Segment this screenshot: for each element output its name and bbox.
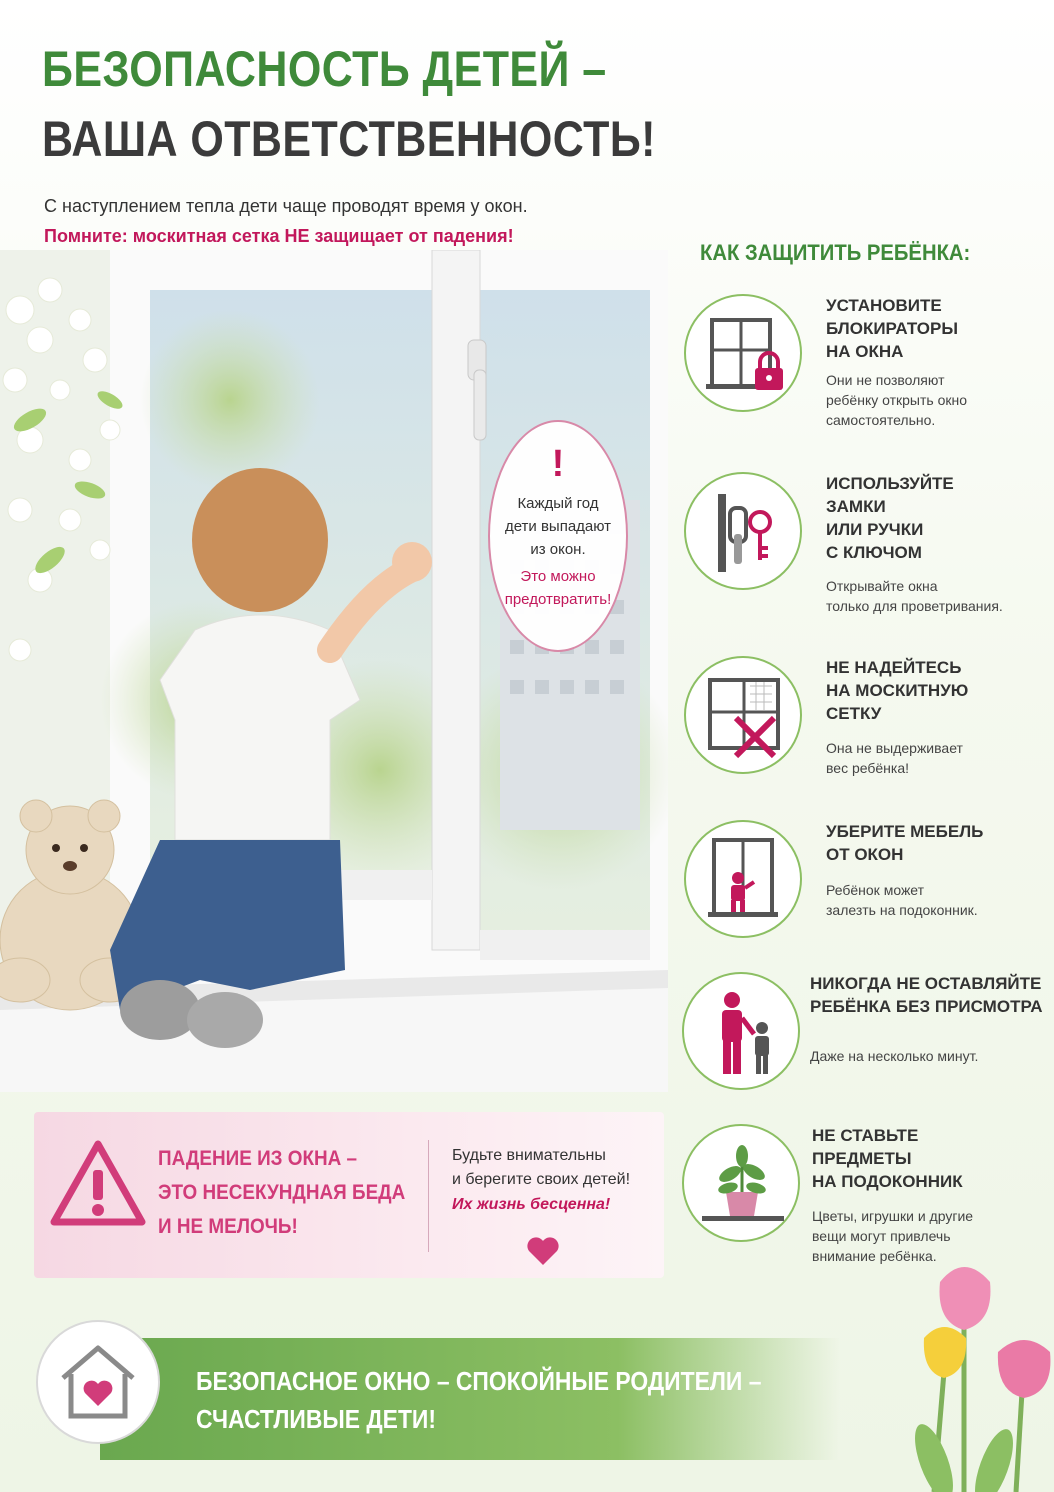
plant-on-sill-icon — [698, 1140, 788, 1230]
tip-description: Она не выдерживает вес ребёнка! — [826, 740, 963, 776]
warning-panel — [34, 1112, 664, 1278]
tip-supervise — [684, 972, 1044, 1098]
bubble-text: Каждый год дети выпадают из окон. — [504, 495, 612, 558]
statistic-bubble — [488, 420, 628, 652]
lead-warning: Помните: москитная сетка НЕ защищает от падения! — [44, 226, 514, 246]
bubble-accent: Это можно предотвратить! — [504, 568, 612, 608]
window-lock-icon — [700, 310, 790, 400]
warning-text: ПАДЕНИЕ ИЗ ОКНА – ЭТО НЕСЕКУНДНАЯ БЕДА И НЕ МЕЛОЧЬ! — [158, 1147, 406, 1238]
banner-text: БЕЗОПАСНОЕ ОКНО – СПОКОЙНЫЕ РОДИТЕЛИ – СЧАСТЛИВЫЕ ДЕТИ! — [196, 1366, 762, 1434]
tip-icon-circle — [684, 820, 802, 938]
tip-mosquito-net — [684, 656, 1044, 782]
exclamation-icon: ! — [551, 443, 565, 485]
tip-description: Даже на несколько минут. — [810, 1048, 979, 1064]
lead-text: С наступлением тепла дети чаще проводят время у окон. — [44, 196, 528, 216]
adult-with-child-icon — [698, 988, 788, 1078]
house-heart-badge — [36, 1320, 160, 1444]
heart-icon — [526, 1236, 560, 1266]
tip-heading: НИКОГДА НЕ ОСТАВЛЯЙТЕ РЕБЁНКА БЕЗ ПРИСМОТРА — [810, 974, 1043, 1016]
photo-child-at-window — [0, 250, 668, 1092]
window-handle-key-icon — [700, 488, 790, 578]
tip-move-furniture — [684, 820, 1044, 946]
tip-icon-circle — [684, 656, 802, 774]
tip-heading: УСТАНОВИТЕ БЛОКИРАТОРЫ НА ОКНА — [826, 296, 958, 361]
tip-description: Открывайте окна только для проветривания. — [826, 578, 1003, 614]
tip-heading: НЕ НАДЕЙТЕСЬ НА МОСКИТНУЮ СЕТКУ — [826, 658, 969, 723]
warning-divider — [428, 1140, 429, 1252]
title-line-2: ВАША ОТВЕТСТВЕННОСТЬ! — [42, 111, 656, 167]
warning-triangle-icon — [48, 1138, 148, 1228]
tip-icon-circle — [682, 972, 800, 1090]
tip-window-locks — [684, 294, 1044, 428]
tip-description: Цветы, игрушки и другие вещи могут привлечь внимание ребёнка. — [812, 1208, 974, 1264]
child-climbing-window-icon — [700, 836, 790, 926]
mosquito-net-cross-icon — [700, 672, 790, 762]
footer-banner — [100, 1338, 840, 1460]
tulips-decoration — [904, 1252, 1054, 1492]
how-to-protect-title: КАК ЗАЩИТИТЬ РЕБЁНКА: — [700, 240, 971, 265]
child-window-illustration — [0, 250, 668, 1092]
tip-heading: НЕ СТАВЬТЕ ПРЕДМЕТЫ НА ПОДОКОННИК — [812, 1126, 963, 1191]
house-heart-icon — [53, 1336, 143, 1426]
tip-description: Ребёнок может залезть на подоконник. — [826, 882, 978, 918]
care-text: Будьте внимательны и берегите своих детей! — [452, 1147, 631, 1188]
tip-locks-keys — [684, 472, 1044, 614]
tip-icon-circle — [684, 294, 802, 412]
care-accent: Их жизнь бесценна! — [452, 1196, 611, 1213]
tip-description: Они не позволяют ребёнку открыть окно самостоятельно. — [826, 372, 968, 428]
tip-heading: ИСПОЛЬЗУЙТЕ ЗАМКИ ИЛИ РУЧКИ С КЛЮЧОМ — [826, 474, 954, 562]
tip-icon-circle — [684, 472, 802, 590]
tip-icon-circle — [682, 1124, 800, 1242]
title-line-1: БЕЗОПАСНОСТЬ ДЕТЕЙ – — [42, 41, 607, 97]
tip-heading: УБЕРИТЕ МЕБЕЛЬ ОТ ОКОН — [826, 822, 984, 864]
